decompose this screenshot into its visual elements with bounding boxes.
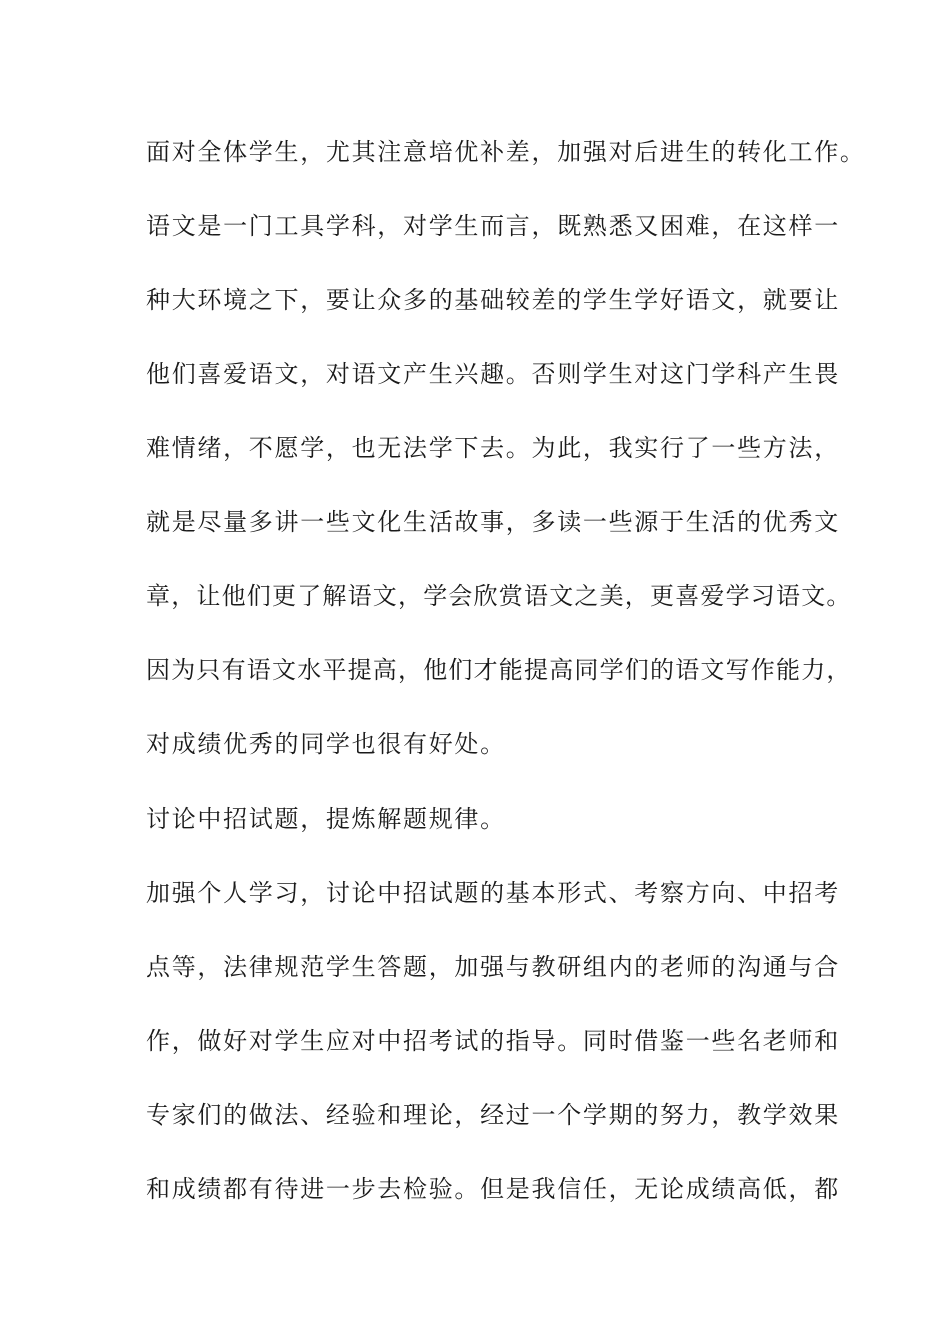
- section-heading: 讨论中招试题，提炼解题规律。: [146, 805, 506, 833]
- text-line: 章，让他们更了解语文，学会欣赏语文之美，更喜爱学习语文。: [146, 582, 852, 610]
- text-line: 他们喜爱语文，对语文产生兴趣。否则学生对这门学科产生畏: [146, 360, 840, 388]
- text-line: 因为只有语文水平提高，他们才能提高同学们的语文写作能力，: [146, 656, 852, 684]
- text-line: 点等，法律规范学生答题，加强与教研组内的老师的沟通与合: [146, 953, 840, 981]
- text-line: 对成绩优秀的同学也很有好处。: [146, 730, 506, 758]
- text-line: 加强个人学习，讨论中招试题的基本形式、考察方向、中招考: [146, 879, 840, 907]
- text-line: 作，做好对学生应对中招考试的指导。同时借鉴一些名老师和: [146, 1027, 840, 1055]
- text-line: 面对全体学生，尤其注意培优补差，加强对后进生的转化工作。: [146, 138, 866, 166]
- text-line: 和成绩都有待进一步去检验。但是我信任，无论成绩高低，都: [146, 1175, 840, 1203]
- text-line: 种大环境之下，要让众多的基础较差的学生学好语文，就要让: [146, 286, 840, 314]
- text-line: 难情绪，不愿学，也无法学下去。为此，我实行了一些方法，: [146, 434, 840, 462]
- text-line: 专家们的做法、经验和理论，经过一个学期的努力，教学效果: [146, 1101, 840, 1129]
- text-line: 就是尽量多讲一些文化生活故事，多读一些源于生活的优秀文: [146, 508, 840, 536]
- text-line: 语文是一门工具学科，对学生而言，既熟悉又困难，在这样一: [146, 212, 840, 240]
